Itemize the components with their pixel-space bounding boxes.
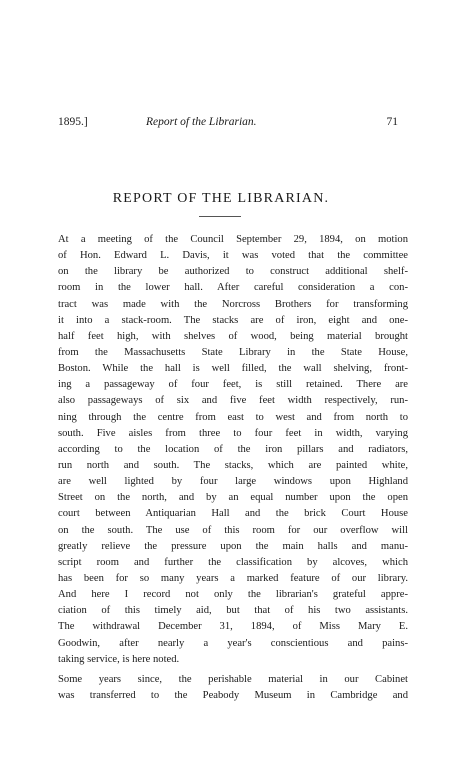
text-line: ning through the centre from east to west and from north to (58, 411, 408, 423)
text-line: Goodwin, after nearly a year's conscientious and pains- (58, 637, 408, 649)
text-line: according to the location of the iron pillars and radiators, (58, 443, 408, 455)
paragraph (58, 672, 408, 704)
text-line: south. Five aisles from three to four feet in width, varying (58, 427, 408, 439)
report-title: REPORT OF THE LIBRARIAN. (112, 191, 330, 206)
report-body (58, 232, 408, 704)
text-line: on the south. The use of this room for our overflow will (58, 524, 408, 536)
title-divider (199, 216, 241, 217)
text-line: has been for so many years a marked feature of our library. (58, 572, 408, 584)
text-line: of Hon. Edward L. Davis, it was voted that the committee (58, 250, 408, 262)
text-line: ing a passageway of four feet, is still retained. There are (58, 379, 408, 391)
running-head-year: 1895.] (58, 116, 88, 128)
text-line: tract was made with the Norcross Brothers for transforming (58, 298, 408, 310)
text-line: At a meeting of the Council September 29, 1894, on motion (58, 234, 408, 245)
text-line: greatly relieve the pressure upon the main halls and manu- (58, 540, 408, 552)
text-line: from the Massachusetts State Library in the State House, (58, 346, 408, 358)
text-line: taking service, is here noted. (58, 653, 180, 665)
text-line: Boston. While the hall is well filled, the wall shelving, front- (58, 363, 408, 375)
text-line: ciation of this timely aid, but that of his two assistants. (58, 605, 408, 617)
text-line: on the library be authorized to construct additional shelf- (58, 266, 408, 278)
text-line: court between Antiquarian Hall and the brick Court House (58, 508, 408, 520)
text-line: The withdrawal December 31, 1894, of Miss Mary E. (58, 621, 408, 633)
paragraph (58, 232, 408, 668)
text-line: Some years since, the perishable material in our Cabinet (58, 673, 408, 685)
text-line: also passageways of six and five feet width respectively, run- (58, 395, 408, 407)
text-line: it into a stack-room. The stacks are of iron, eight and one- (58, 314, 408, 326)
text-line: Street on the north, and by an equal number upon the open (58, 492, 408, 504)
text-line: run north and south. The stacks, which are painted white, (58, 459, 408, 471)
running-head (58, 114, 398, 130)
text-line: room in the lower hall. After careful consideration a con- (58, 282, 408, 294)
text-line: are well lighted by four large windows upon Highland (58, 476, 408, 488)
text-line: was transferred to the Peabody Museum in Cambridge and (58, 689, 408, 701)
running-head-title: Report of the Librarian. (146, 116, 257, 128)
text-line: half feet high, with shelves of wood, being material brought (58, 330, 408, 342)
text-line: script room and further the classification by alcoves, which (58, 556, 408, 568)
text-line: And here I record not only the librarian's grateful appre- (58, 589, 408, 601)
page-number: 71 (386, 116, 398, 128)
